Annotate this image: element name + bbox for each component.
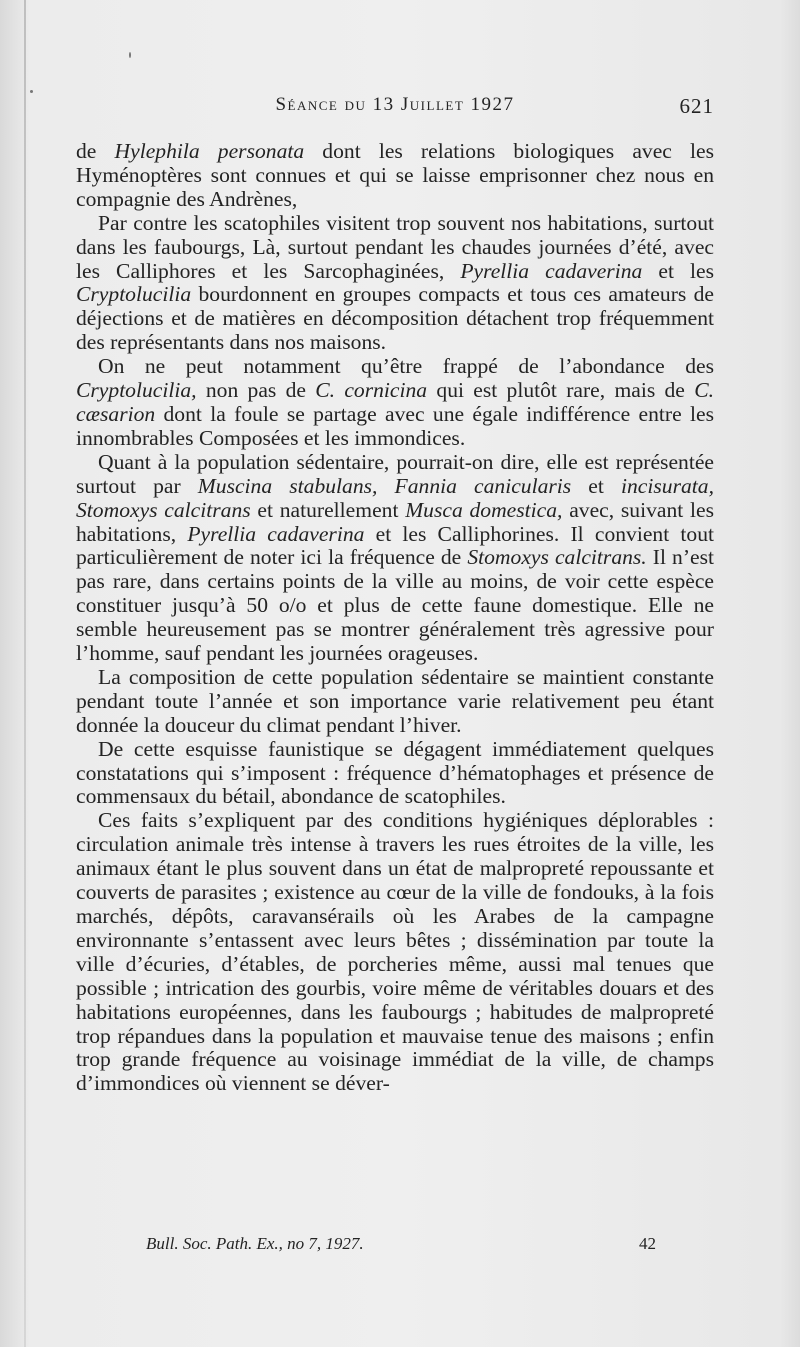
- species-name: Cryptolucilia: [76, 282, 192, 307]
- paragraph-2: Par contre les scatophiles visitent trop souvent nos habitations, surtout dans les faubourgs, Là, surtout pendant les chaudes journées d’été, avec les Calliphores et les Sarcophaginées, Pyrellia cadaverina et les Cryptolucilia bourdonnent en groupes compacts et tous ces amateurs de déjections et de matières en décomposition détachent trop fréquemment des représentants dans nos maisons.: [76, 210, 715, 355]
- paragraph-3: On ne peut notamment qu’être frappé de l’abondance des Cryptolucilia, non pas de C. cornicina qui est plutôt rare, mais de C. cæsarion dont la foule se partage avec une égale indifférence entre les innombrables Composées et les immondices.: [76, 354, 714, 450]
- species-name: Hylephila personata: [114, 139, 305, 163]
- paragraph-4: Quant à la population sédentaire, pourrait-on dire, elle est représentée surtout par Muscina stabulans, Fannia canicularis et incisurata, Stomoxys calcitrans et naturellement Musca domestica, avec, suivant les habitations, Pyrellia cadaverina et les Calliphorines. Il convient tout particulièrement de noter ici la fréquence de Stomoxys calcitrans. Il n’est pas rare, dans certains points de la ville au moins, de voir cette espèce constituer jusqu’à 50 o/o et plus de cette faune domestique. Elle ne semble heureusement pas se montrer généralement très agressive pour l’homme, sauf pendant les journées orageuses.: [76, 449, 715, 666]
- species-name: incisurata, Stomoxys calcitrans: [76, 473, 714, 522]
- journal-reference: Bull. Soc. Path. Ex., no 7, 1927.: [146, 1234, 364, 1253]
- page-footer: [146, 1234, 656, 1260]
- species-name: C. cornicina: [315, 378, 428, 403]
- species-name: Cryptolucilia,: [76, 378, 197, 403]
- page-number: 621: [679, 94, 714, 118]
- paragraph-7: Ces faits s’expliquent par des conditions hygiéniques déplorables : circulation animale très intense à travers les rues étroites de la ville, les animaux étant le plus souvent dans un état de malpropreté repoussante et couverts de parasites ; existence au cœur de la ville de fondouks, à la fois marchés, dépôts, caravansérails où les Arabes de la campagne environnante s’entassent avec leurs bêtes ; dissémination par toute la ville d’écuries, d’étables, de porcheries même, aussi mal tenues que possible ; intrication des gourbis, voire même de véritables douars et des habitations européennes, dans les faubourgs ; habitudes de malpropreté trop répandues dans la population et mauvaise tenue des maisons ; enfin trop grande fréquence au voisinage immédiat de la ville, de champs d’immondices où viennent se déver-: [76, 808, 714, 1096]
- signature-mark: 42: [639, 1234, 656, 1253]
- binding-edge: [24, 0, 26, 1347]
- species-name: Stomoxys calcitrans.: [467, 545, 647, 570]
- species-name: Pyrellia cadaverina: [187, 521, 365, 546]
- print-speck: [30, 90, 33, 93]
- running-title: Séance du 13 Juillet 1927: [275, 94, 515, 115]
- paragraph-5: La composition de cette population sédentaire se maintient constante pendant toute l’année et son importance varie relativement peu étant donnée la douceur du climat pendant l’hiver.: [76, 664, 714, 737]
- body-text: [76, 140, 714, 1096]
- paragraph-6: De cette esquisse faunistique se dégagent immédiatement quelques constatations qui s’imposent : fréquence d’hématophages et présence de commensaux du bétail, abondance de scatophiles.: [76, 736, 714, 809]
- page-header: [76, 94, 714, 124]
- species-name: Muscina stabulans, Fannia canicularis: [197, 473, 572, 498]
- species-name: Musca domestica,: [405, 497, 563, 522]
- species-name: C. cæsarion: [76, 378, 714, 426]
- paragraph-1: de Hylephila personata dont les relations biologiques avec les Hyménoptères sont connues et qui se laisse emprisonner chez nous en compagnie des Andrènes,: [76, 139, 714, 211]
- species-name: Pyrellia cadaverina: [460, 258, 643, 283]
- print-speck: [129, 52, 131, 58]
